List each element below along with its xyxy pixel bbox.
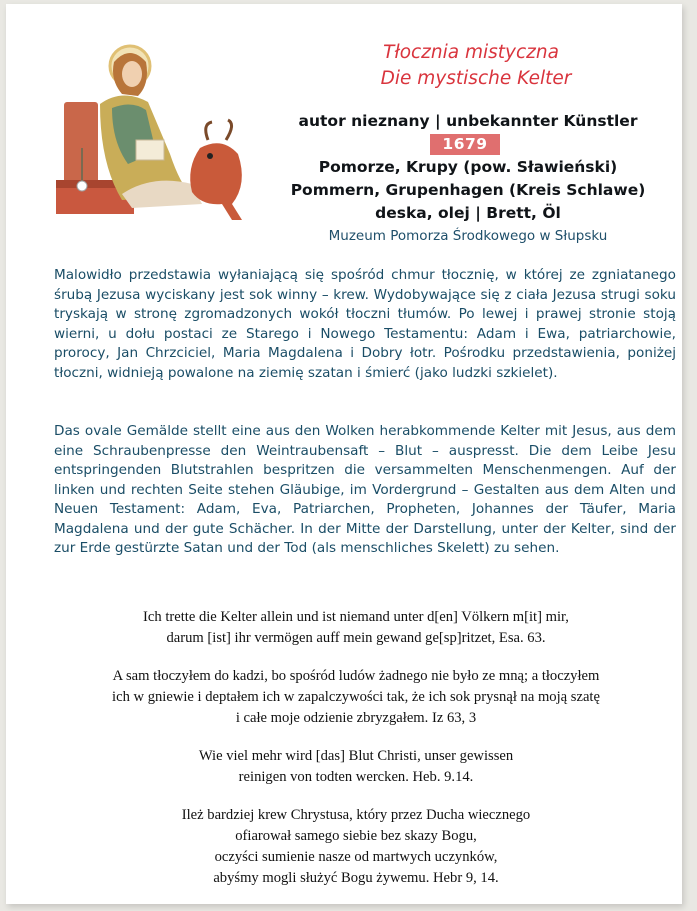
title-polish: Tłocznia mistyczna [383, 42, 559, 63]
quote-hebrews-german [46, 746, 666, 788]
place-polish: Pomorze, Krupy (pow. Sławieński) [318, 158, 618, 176]
quote-line: Ileż bardziej krew Chrystusa, który przez Ducha wiecznego [181, 807, 531, 823]
quote-line: Wie viel mehr wird [das] Blut Christi, unser gewissen [198, 748, 514, 764]
year-badge: 1679 [430, 134, 499, 155]
quote-line: ofiarował samego siebie bez skazy Bogu, [235, 828, 477, 844]
saint-with-ox-illustration [52, 44, 252, 228]
quote-line: reinigen von todten wercken. Heb. 9.14. [238, 769, 474, 785]
quote-isaiah-german [46, 607, 666, 649]
scripture-quotes [46, 607, 666, 906]
description-german: Das ovale Gemälde stellt eine aus den Wolken herabkommende Kelter mit Jesus, aus dem eine Schraubenpresse den Weintraubensaft – Blut – auspresst. Die dem Leibe Jesu entspringenden Blutstrahlen bespritzen die versammelten Menschenmengen. Auf der linken und rechten Seite stehen Gläubige, im Vordergrund – Gestalten aus dem Alten und Neuen Testament: Adam, Eva, Patriarchen, Propheten, Johannes der Täufer, Maria Magdalena und der gute Schächer. In der Mitte der Darstellung, unter der Kelter, sind der zur Erde gestürzte Satan und der Tod (als menschliches Skelett) zu sehen. [54, 423, 676, 556]
medium-line: deska, olej | Brett, Öl [375, 204, 561, 222]
description-polish: Malowidło przedstawia wyłaniającą się spośród chmur tłocznię, w której ze zgniatanego śrubą Jezusa wyciskany jest sok winny – krew. Wydobywające się z ciała Jezusa strugi soku tryskają w stronę zgromadzonych wokół tłoczni tłumów. Po lewej i prawej stronie stoją wierni, u dołu postaci ze Starego i Nowego Testamentu: Adam i Ewa, patriarchowie, prorocy, Jan Chrzciciel, Maria Magdalena i Dobry łotr. Pośrodku przedstawienia, poniżej tłoczni, widnieją powalone na ziemię szatan i śmierć (jako ludzki szkielet). [54, 267, 676, 381]
quote-hebrews-polish [46, 805, 666, 889]
quote-line: darum [ist] ihr vermögen auff mein gewand ge[sp]ritzet, Esa. 63. [166, 630, 546, 646]
quote-line: i całe moje odzienie zbryzgałem. Iz 63, 3 [235, 710, 477, 726]
quote-line: ich w gniewie i deptałem ich w zapalczywości tak, że ich sok prysnął na moją szatę [112, 689, 600, 705]
quote-line: abyśmy mogli służyć Bogu żywemu. Hebr 9, 14. [213, 870, 499, 886]
provenance-block [268, 156, 668, 248]
author-line: autor nieznany | unbekannter Künstler [298, 112, 638, 130]
quote-line: Ich trette die Kelter allein und ist niemand unter d[en] Völkern m[it] mir, [143, 609, 569, 625]
quote-isaiah-polish [46, 666, 666, 729]
place-german: Pommern, Grupenhagen (Kreis Schlawe) [290, 181, 646, 199]
label-sheet [6, 4, 682, 904]
quote-line: oczyści sumienie nasze od martwych uczynków, [214, 849, 498, 865]
title-block [276, 40, 666, 92]
quote-line: A sam tłoczyłem do kadzi, bo spośród ludów żadnego nie było ze mną; a tłoczyłem [112, 668, 600, 684]
museum-line: Muzeum Pomorza Środkowego w Słupsku [328, 228, 608, 244]
title-german: Die mystische Kelter [380, 68, 572, 89]
year-container [410, 134, 520, 155]
